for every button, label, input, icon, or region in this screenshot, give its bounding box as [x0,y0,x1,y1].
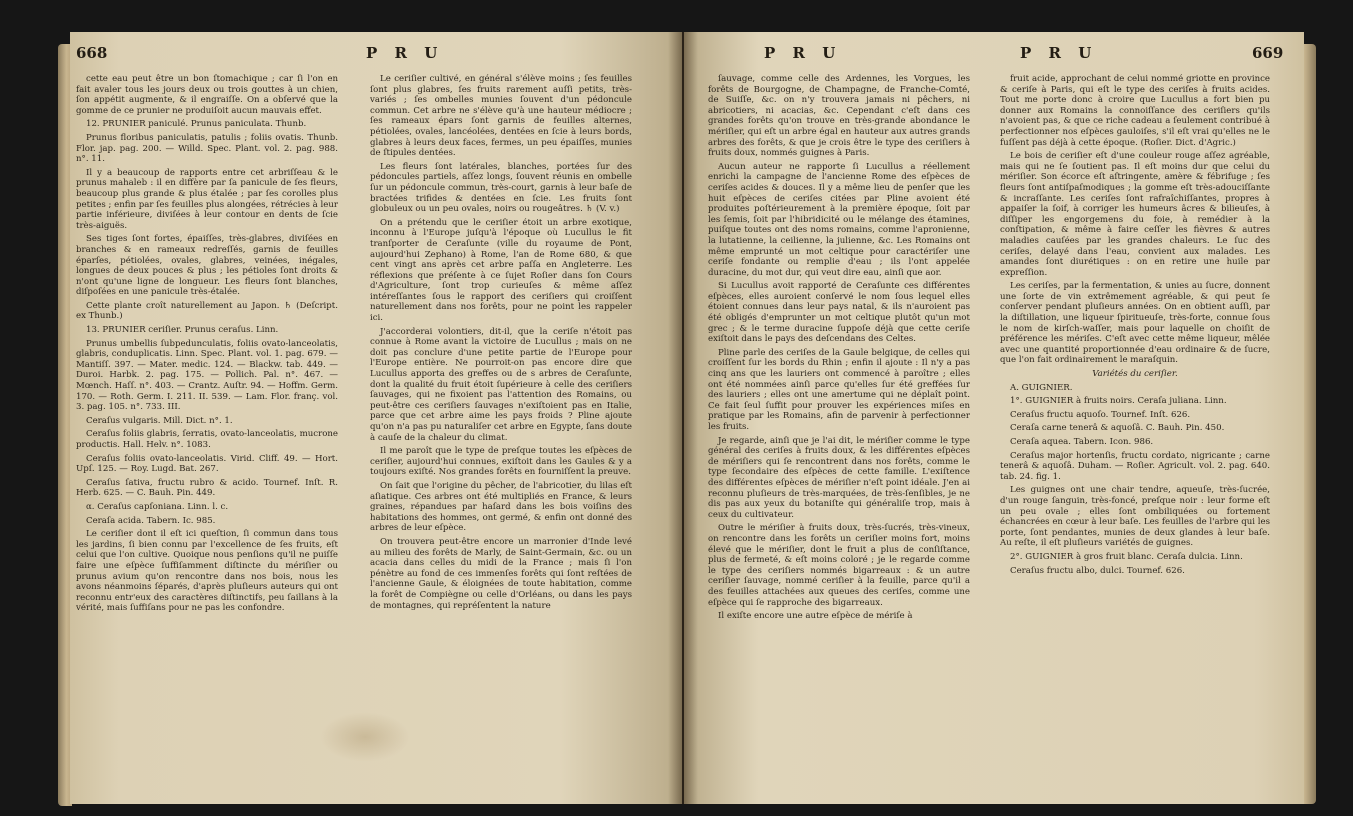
paragraph: On a prétendu que le ceriſier étoit un arbre exotique, inconnu à l'Europe juſqu'à l'époque où Lucullus le fit tranſporter de Ceraſunte (ville du royaume de Pont, aujourd'hui Zephano) à Rome, l'an de Rome 680, & que cent vingt ans après cet arbre paſſa en Angleterre. Les réflexions que préſente à ce ſujet Roſier dans ſon Cours d'Agriculture, ſont trop curieuſes & même aſſez intéreſſantes ſous le rapport des ceriſiers qui croiſſent naturellement dans nos forêts, pour ne point les rappeler ici. [370,217,632,324]
paragraph: Le ceriſier cultivé, en général s'élève moins ; ſes feuilles ſont plus glabres, ſes fruits rarement auſſi petits, très-variés ; ſes ombelles munies ſouvent d'un pédoncule commun. Cet arbre ne s'élève qu'à une hauteur médiocre ; ſes rameaux épars ſont garnis de feuilles alternes, pétiolées, ovales, lancéolées, dentées en ſcie à leurs bords, glabres à leurs deux faces, fermes, un peu épaiſſes, munies de ſtipules dentées. [370,74,632,159]
paper-stain [320,712,410,762]
paragraph: Les guignes ont une chair tendre, aqueuſe, très-ſucrée, d'un rouge ſanguin, très-foncé, preſque noir : leur forme eſt un peu ovale ; elles ſont ombiliquées ou fortement échancrées en cœur à leur baſe. Les feuilles de l'arbre qui les porte, ſont pendantes, munies de deux glandes à leur baſe. Au reſte, il eſt pluſieurs variétés de guignes. [1000,485,1270,549]
paragraph: Pline parle des ceriſes de la Gaule belgique, de celles qui croiſſent ſur les bords du Rhin ; enfin il ajoute : Il n'y a pas cinq ans que les lauriers ont commencé à paroître ; elles ont été nommées ainſi parce qu'elles ſur été greffées ſur des lauriers ; elles ont une amertume qui ne déplaît point. Ce fait ſeul ſuffit pour prouver les expériences miſes en pratique par les Romains, afin de parvenir à perfectionner les fruits. [708,347,970,432]
paragraph: Ceraſa aquea. Tabern. Icon. 986. [1010,437,1154,447]
paragraph: On trouvera peut-être encore un marronier d'Inde levé au milieu des forêts de Marly, de Saint-Germain, &c. ou un acacia dans celles du midi de la France ; mais ſi l'on pénètre au fond de ces immenſes forêts qui ſont reſtées de l'ancienne Gaule, & éloignées de toute habitation, comme la forêt de Compiègne ou celle d'Orléans, ou dans les pays de montagnes, qui repréſentent la nature [370,536,632,611]
page-number-left: 668 [76,44,108,62]
paragraph: Il me paroît que le type de preſque toutes les eſpèces de ceriſier, aujourd'hui connues, exiſtoit dans les Gaules & y a toujours exiſté. Nos grandes forêts en fourniſſent la preuve. [370,446,632,478]
running-head-right: P R U [764,44,842,62]
paragraph: cette eau peut être un bon ſtomachique ; car ſi l'on en fait avaler tous les jours deux ou trois gouttes à un chien, ſon appétit augmente, & il engraiſſe. On a obſervé que la gomme de ce prunier ne produiſoit aucun mauvais effet. [76,74,338,116]
paragraph: Outre le mériſier à fruits doux, très-ſucrés, très-vineux, on rencontre dans les forêts un ceriſier moins fort, moins élevé que le mériſier, dont le fruit a plus de conſiſtance, plus de fermeté, & eſt moins coloré ; je le regarde comme le type des ceriſiers nommés bigarreaux : & un autre ceriſier ſauvage, nommé ceriſier à la feuille, parce qu'il a des feuilles attachées aux queues des ceriſes, comme une eſpèce qui ſe rapproche des bigarreaux. [708,523,970,608]
paragraph: Ceraſus foliis ovato-lanceolatis. Virid. Cliff. 49. — Hort. Upſ. 125. — Roy. Lugd. Bat. 267. [76,453,338,475]
paragraph: Ses tiges ſont fortes, épaiſſes, très-glabres, diviſées en branches & en rameaux redreſſés, garnis de feuilles éparſes, pétiolées, ovales, glabres, veinées, inégales, longues de deux pouces & plus ; les pétioles ſont droits & n'ont qu'une ligne de longueur. Les fleurs ſont blanches, diſpoſées en une panicule très-étalée. [76,234,338,298]
paragraph: Les ceriſes, par la fermentation, & unies au ſucre, donnent une ſorte de vin extrêmement agréable, & qui peut ſe conſerver pendant pluſieurs années. On en obtient auſſi, par la diſtillation, une liqueur ſpiritueuſe, très-forte, connue ſous le nom de kirſch-waſſer, mais pour laquelle on choiſit de préférence les mériſes. C'eſt avec cette même liqueur, mêlée avec une quantité proportionnée d'eau ordinaire & de ſucre, que l'on fait ordinairement le maraſquin. [1000,281,1270,366]
right-page [684,32,1304,804]
paragraph: Ceraſa acida. Tabern. Ic. 985. [86,515,216,526]
paragraph: Le ceriſier dont il eſt ici queſtion, ſi commun dans tous les jardins, ſi bien connu par l'excellence de ſes fruits, eſt celui que l'on cultive. Quoique nous penſions qu'il ne puiſſe faire une eſpèce ſuffiſamment diſtincte du mériſier ou prunus avium qu'on rencontre dans nos bois, nous les avons néanmoins ſéparés, d'après pluſieurs auteurs qui ont reconnu entr'eux des caractères diſtinctifs, peu ſaillans à la vérité, mais ſuffiſans pour ne pas les confondre. [76,529,338,614]
paragraph: Ceraſus major hortenſis, fructu cordato, nigricante ; carne tenerâ & aquoſâ. Duham. — Roſier. Agricult. vol. 2. pag. 640. tab. 24. fig. 1. [1000,450,1270,482]
running-head-left: P R U [366,44,444,62]
left-column-1 [76,74,338,617]
book-gutter [668,32,698,804]
paragraph: Ceraſus fructu aquoſo. Tournef. Inſt. 626. [1010,409,1191,420]
paragraph: Il exiſte encore une autre eſpèce de mériſe à [718,611,913,622]
open-book [58,14,1316,812]
paragraph: Le bois de ceriſier eſt d'une couleur rouge aſſez agréable, mais qui ne ſe ſoutient pas. Il eſt moins dur que celui du mériſier. Son écorce eſt aſtringente, amère & fébrifuge ; ſes fleurs ſont antiſpaſmodiques ; la gomme eſt très-adouciſſante & incraſſante. Les ceriſes ſont rafraîchiſſantes, propres à appaiſer la ſoif, à corriger les humeurs âcres & bilieuſes, à diſſiper les engorgemens du foie, à remédier à la conſtipation, & même à faire ceſſer les fièvres & autres maladies cauſées par les grandes chaleurs. Le ſuc des ceriſes, delayé dans l'eau, convient aux malades. Les amandes ſont diurétiques : on en retire une huile par expreſſion. [1000,151,1270,278]
paragraph: Ceraſa carne tenerâ & aquoſâ. C. Bauh. Pin. 450. [1010,423,1225,434]
paragraph: 1°. GUIGNIER à fruits noirs. Ceraſa juliana. Linn. [1010,396,1227,407]
paragraph: Prunus floribus paniculatis, patulis ; foliis ovatis. Thunb. Flor. jap. pag. 200. — Willd. Spec. Plant. vol. 2. pag. 988. n°. 11. [76,132,338,165]
paragraph: 12. PRUNIER paniculé. Prunus paniculata. Thunb. [86,119,307,130]
paragraph: On ſait que l'origine du pêcher, de l'abricotier, du lilas eſt aſiatique. Ces arbres ont été multipliés en France, & leurs graines, répandues par haſard dans les bois voiſins des habitations des hommes, ont germé, & enfin ont donné des arbres de leur eſpèce. [370,480,632,534]
paragraph: Prunus umbellis ſubpedunculatis, foliis ovato-lanceolatis, glabris, conduplicatis. Linn. Spec. Plant. vol. 1. pag. 679. — Mantiſſ. 397. — Mater. medic. 124. — Blackw. tab. 449. — Duroi. Harbk. 2. pag. 175. — Pollich. Pal. n°. 467. — Mœnch. Haſſ. n°. 403. — Crantz. Auſtr. 94. — Hoffm. Germ. 170. — Roth. Germ. I. 211. II. 539. — Lam. Flor. franç. vol. 3. pag. 105. n°. 733. III. [76,338,338,413]
paragraph: 13. PRUNIER ceriſier. Prunus ceraſus. Linn. [86,325,279,336]
paragraph: A. GUIGNIER. [1010,382,1073,393]
paragraph: Ceraſus vulgaris. Mill. Dict. n°. 1. [86,415,233,426]
left-column-2 [370,74,632,614]
paragraph: Variétés du ceriſier. [1092,369,1178,380]
left-page [70,32,682,804]
paragraph: 2°. GUIGNIER à gros fruit blanc. Ceraſa dulcia. Linn. [1010,551,1243,562]
paragraph: Les fleurs ſont latérales, blanches, portées ſur des pédoncules partiels, aſſez longs, ſouvent réunis en ombelle ſur un pédoncule commun, très-court, garnis à leur baſe de bractées trifides & dentées en ſcie. Les fruits ſont globuleux ou un peu ovales, noirs ou rougeâtres. ♄ (V. v.) [370,161,632,215]
paragraph: Ceraſus ſativa, fructu rubro & acido. Tournef. Inſt. R. Herb. 625. — C. Bauh. Pin. 449. [76,477,338,499]
paragraph: Il y a beaucoup de rapports entre cet arbriſſeau & le prunus mahaleb : il en diffère par ſa panicule de ſes fleurs, beaucoup plus grande & plus étalée ; par ſes corolles plus petites ; enfin par ſes feuilles plus alongées, rétrécies à leur partie inférieure, diviſées à leur contour en dents de ſcie très-aiguës. [76,167,338,231]
paragraph: ſauvage, comme celle des Ardennes, les Vorgues, les forêts de Bourgogne, de Champagne, de Franche-Comté, de Suiſſe, &c. on n'y trouvera jamais ni pêchers, ni abricotiers, ni acacias, &c. Cependant c'eſt dans ces grandes forêts qu'on trouve en très-grande abondance le mériſier, qui eſt un arbre égal en hauteur aux autres grands arbres des forêts, & que je crois être le type des ceriſiers à fruits doux, nommés guignes à Paris. [708,74,970,159]
running-head-right-2: P R U [1020,44,1098,62]
paragraph: Je regarde, ainſi que je l'ai dit, le mériſier comme le type général des ceriſes à fruits doux, & les différentes eſpèces de mériſiers qui ſe rencontrent dans nos forêts, comme le type ſecondaire des eſpèces de cette famille. L'exiſtence des différentes eſpèces de mériſier n'eſt point idéale. J'en ai reconnu pluſieurs de très-marquées, de très-ſenſibles, je ne dis pas aux yeux du botaniſte qui généraliſe trop, mais à ceux du cultivateur. [708,435,970,520]
right-column-1 [708,74,970,625]
right-column-2 [1000,74,1270,579]
paragraph: α. Ceraſus capſoniana. Linn. l. c. [86,501,229,512]
page-number-right: 669 [1252,44,1284,62]
paragraph: Aucun auteur ne rapporte ſi Lucullus a réellement enrichi la campagne de l'ancienne Rome des eſpèces de ceriſes acides & douces. Il y a même lieu de penſer que les huit eſpèces de ceriſes citées par Pline avoient été produites poſtérieurement à la première époque, ſoit par les ſemis, ſoit par l'hibridicité ou le mélange des étamines, puiſque toutes ont des noms romains, comme l'apronienne, la lutatienne, la ceilienne, la julienne, &c. Les Romains ont même emprunté un mot celtique pour caractériſer une ceriſe fondante ou remplie d'eau ; ils l'ont appelée duracine, du mot dur, qui veut dire eau, ainſi que aor. [708,161,970,278]
paragraph: fruit acide, approchant de celui nommé griotte en province & ceriſe à Paris, qui eſt le type des ceriſes à fruits acides. Tout me porte donc à croire que Lucullus a fort bien pu donner aux Romains la connoiſſance des ceriſiers qu'ils n'avoient pas, & que ce riche cadeau a ſeulement contribué à perfectionner nos eſpèces gauloiſes, s'il eſt vrai qu'elles ne le fuſſent pas déjà à cette époque. (Roſier. Dict. d'Agric.) [1000,74,1270,148]
paragraph: Ceraſus foliis glabris, ſerratis, ovato-lanceolatis, mucrone productis. Hall. Helv. n°. 1083. [76,429,338,450]
right-page-edge [1304,44,1316,804]
paragraph: Ceraſus fructu albo, dulci. Tournef. 626. [1010,565,1185,576]
paragraph: J'accorderai volontiers, dit-il, que la ceriſe n'étoit pas connue à Rome avant la victoire de Lucullus ; mais on ne doit pas conclure d'une petite partie de l'Europe pour l'Europe entière. Ne pourroit-on pas encore dire que Lucullus apporta des greffes ou de s arbres de Ceraſunte, dont la qualité du fruit étoit ſupérieure à celle des ceriſiers ſauvages, qui ne fixoient pas l'attention des Romains, ou peut-être ces ceriſiers ſauvages n'exiſtoient pas en Italie, parce que cet arbre aime les pays froids ? Pline ajoute qu'on n'a pas pu naturaliſer cet arbre en Egypte, ſans doute à cauſe de la chaleur du climat. [370,326,632,443]
paragraph: Cette plante croît naturellement au Japon. ♄ (Deſcript. ex Thunb.) [76,300,338,322]
paragraph: Si Lucullus avoit rapporté de Ceraſunte ces différentes eſpèces, elles auroient conſervé le nom ſous lequel elles étoient connues dans leur pays natal, & ils n'auroient pas été obligés d'emprunter un mot celtique plutôt qu'un mot grec ; & le terme duracine ſuppoſe déjà que cette ceriſe exiſtoit dans le pays des deſcendans des Celtes. [708,281,970,345]
